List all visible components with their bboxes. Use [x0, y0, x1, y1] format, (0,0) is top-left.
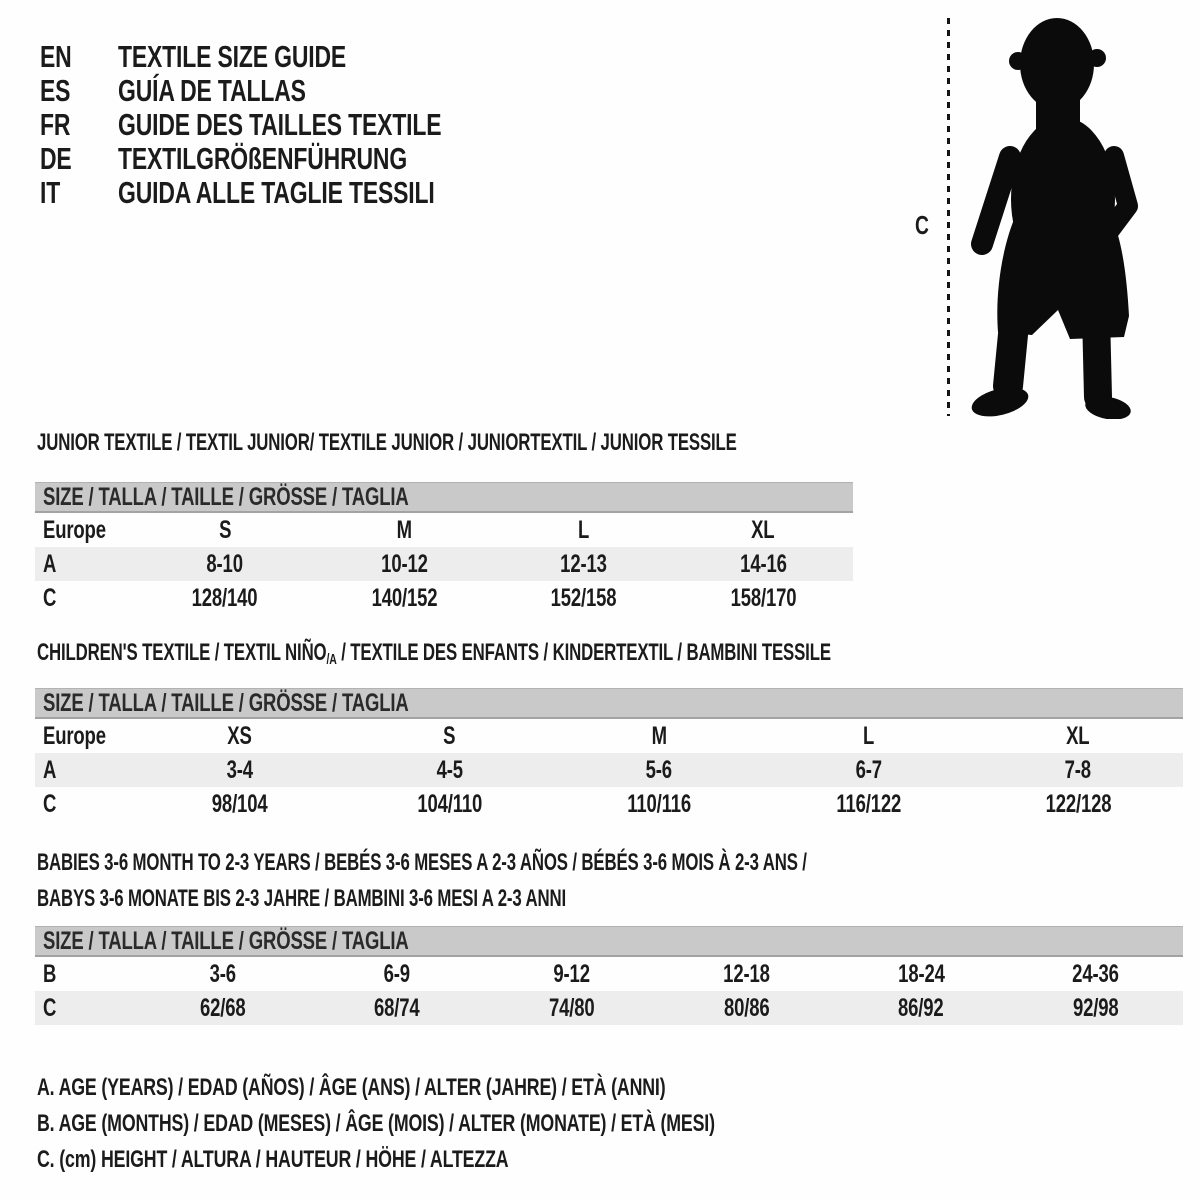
table-cell: 14-16	[739, 550, 787, 578]
table-cell: S	[443, 722, 456, 750]
table-cell: 3-6	[209, 960, 236, 988]
table-cell: M	[396, 516, 412, 544]
measure-label-c: C	[915, 210, 929, 240]
language-title: TEXTILE SIZE GUIDE	[118, 39, 347, 74]
row-label-cell: Europe	[43, 722, 106, 750]
nino-a-subscript: /A	[326, 651, 337, 668]
table-cell: 116/122	[836, 790, 902, 818]
table-cell: XS	[227, 722, 252, 750]
row-label-cell: C	[43, 790, 57, 818]
table-row-europe	[35, 719, 1183, 753]
table-row-europe	[35, 513, 853, 547]
table-cell: 12-13	[560, 550, 608, 578]
table-cell: 6-7	[855, 756, 882, 784]
table-cell: 80/86	[723, 994, 770, 1022]
table-cell: 98/104	[211, 790, 268, 818]
language-row	[40, 176, 555, 210]
table-row-age	[35, 753, 1183, 787]
table-cell: 122/128	[1045, 790, 1112, 818]
table-cell: 92/98	[1072, 994, 1119, 1022]
legend-line-a: A. AGE (YEARS) / EDAD (AÑOS) / ÂGE (ANS) / ALTER (JAHRE) / ETÀ (ANNI)	[37, 1074, 666, 1101]
language-row	[40, 142, 555, 176]
language-row	[40, 108, 555, 142]
table-cell: L	[863, 722, 875, 750]
size-header-band: SIZE / TALLA / TAILLE / GRÖSSE / TAGLIA	[35, 688, 1183, 719]
measure-legend	[37, 1070, 953, 1178]
table-cell: 8-10	[206, 550, 243, 578]
table-row-height	[35, 991, 1183, 1025]
table-cell: 7-8	[1065, 756, 1092, 784]
table-cell: XL	[1066, 722, 1090, 750]
language-code: ES	[40, 73, 71, 108]
table-row-height	[35, 787, 1183, 821]
table-cell: 62/68	[199, 994, 246, 1022]
table-cell: 104/110	[416, 790, 482, 818]
language-code: DE	[40, 141, 72, 176]
table-cell: XL	[751, 516, 775, 544]
language-title: GUÍA DE TALLAS	[118, 73, 306, 108]
language-title: TEXTILGRÖßENFÜHRUNG	[118, 141, 408, 176]
toddler-silhouette-image	[958, 14, 1140, 419]
table-cell: S	[218, 516, 231, 544]
table-row-age-months	[35, 957, 1183, 991]
table-cell: M	[651, 722, 667, 750]
table-cell: 9-12	[553, 960, 590, 988]
table-cell: 86/92	[898, 994, 944, 1022]
row-label-cell: C	[43, 994, 57, 1022]
table-cell: 5-6	[645, 756, 673, 784]
language-title-block	[40, 40, 555, 210]
height-measure-line	[947, 18, 950, 416]
row-label-cell: C	[43, 584, 57, 612]
table-cell: 68/74	[374, 994, 420, 1022]
table-cell: 128/140	[191, 584, 258, 612]
table-cell: 12-18	[723, 960, 770, 988]
row-label-cell: A	[43, 756, 57, 784]
table-row-age	[35, 547, 853, 581]
row-label-cell: B	[43, 960, 57, 988]
junior-size-table	[35, 482, 853, 615]
language-title: GUIDE DES TAILLES TEXTILE	[118, 107, 442, 142]
table-cell: 10-12	[380, 550, 428, 578]
size-header-band: SIZE / TALLA / TAILLE / GRÖSSE / TAGLIA	[35, 926, 1183, 957]
size-header-band: SIZE / TALLA / TAILLE / GRÖSSE / TAGLIA	[35, 482, 853, 513]
junior-section-heading: JUNIOR TEXTILE / TEXTIL JUNIOR/ TEXTILE JUNIOR / JUNIORTEXTIL / JUNIOR TESSILE	[37, 429, 737, 456]
table-cell: 110/116	[627, 790, 691, 818]
row-label-cell: Europe	[43, 516, 106, 544]
row-label-cell: A	[43, 550, 57, 578]
table-row-height	[35, 581, 853, 615]
table-cell: 3-4	[226, 756, 253, 784]
language-row	[40, 74, 555, 108]
table-cell: 158/170	[730, 584, 797, 612]
legend-line-b: B. AGE (MONTHS) / EDAD (MESES) / ÂGE (MOIS) / ALTER (MONATE) / ETÀ (MESI)	[37, 1110, 715, 1137]
language-row	[40, 40, 555, 74]
babies-section-heading: BABIES 3-6 MONTH TO 2-3 YEARS / BEBÉS 3-6 MESES A 2-3 AÑOS / BÉBÉS 3-6 MOIS À 2-3 ANS / BABYS 3-6 MONATE BIS 2-3 JAHRE / BAMBINI 3-6 MESI A 2-3 ANNI	[37, 849, 807, 912]
language-title: GUIDA ALLE TAGLIE TESSILI	[118, 175, 435, 210]
children-section-heading: CHILDREN'S TEXTILE / TEXTIL NIÑO/A / TEXTILE DES ENFANTS / KINDERTEXTIL / BAMBINI TESSILE	[37, 639, 831, 668]
table-cell: 6-9	[383, 960, 411, 988]
table-cell: 74/80	[548, 994, 595, 1022]
language-code: EN	[40, 39, 72, 74]
children-size-table	[35, 688, 1183, 821]
table-cell: L	[578, 516, 590, 544]
table-cell: 4-5	[436, 756, 463, 784]
table-cell: 18-24	[897, 960, 945, 988]
language-code: FR	[40, 107, 71, 142]
table-cell: 140/152	[371, 584, 438, 612]
babies-size-table	[35, 926, 1183, 1025]
legend-line-c: C. (cm) HEIGHT / ALTURA / HAUTEUR / HÖHE / ALTEZZA	[37, 1146, 509, 1173]
table-cell: 152/158	[550, 584, 617, 612]
table-cell: 24-36	[1072, 960, 1119, 988]
language-code: IT	[40, 175, 61, 210]
